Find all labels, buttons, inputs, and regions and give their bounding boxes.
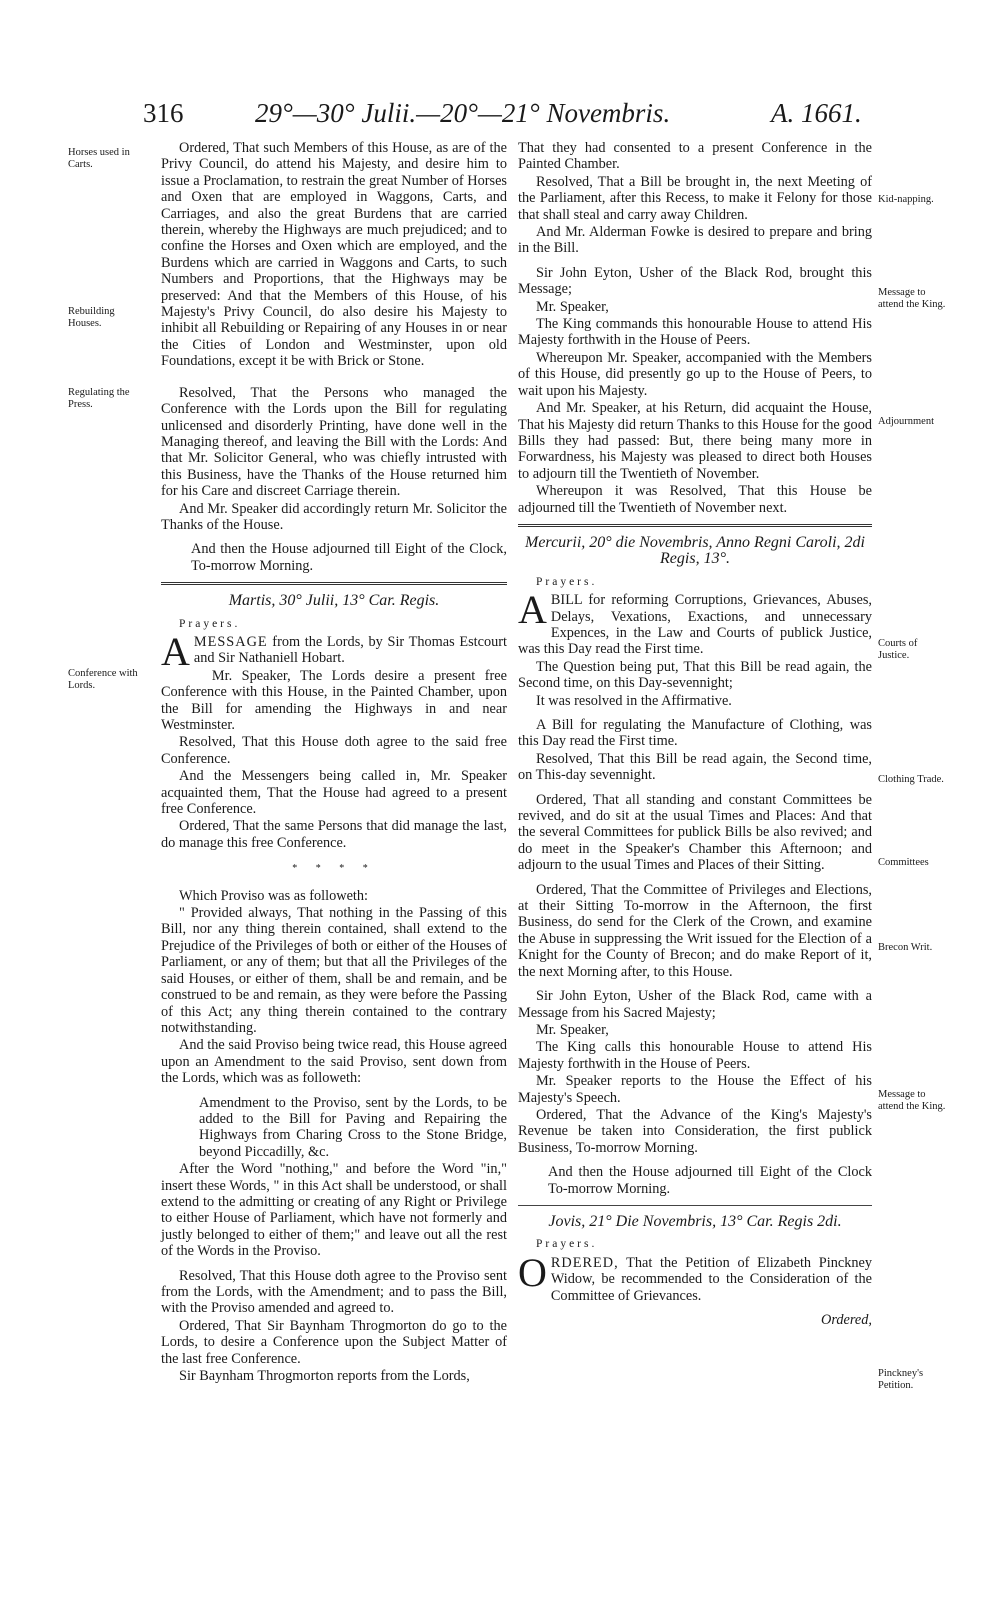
header-year: A. 1661.: [771, 98, 862, 128]
paragraph: A Bill for regulating the Manufacture of Clothing, was this Day read the First time.: [518, 717, 872, 750]
drop-cap: A: [161, 628, 190, 674]
day-heading: Mercurii, 20° die Novembris, Anno Regni Caroli, 2di Regis, 13°.: [525, 533, 865, 568]
initial-word: RDERED,: [550, 1254, 619, 1271]
paragraph: Resolved, That this Bill be read again, the Second time, on This-day sevennight.: [518, 750, 872, 784]
right-column: [518, 140, 872, 1329]
paragraph: [518, 1249, 872, 1304]
paragraph: Ordered, That such Members of this House, as are of the Privy Council, do attend his Majesty, and desire him to issue a Proclamation, to restrain the great Number of Horses and Oxen that are employed in Waggons, Carts, and Carriages, and also the great Burdens that are carried therein, whereby the Highways are much prejudiced; and to confine the Horses and Oxen which are employed, and the Burdens which are carried in Waggons and Carts, to such Numbers and Proportions, that the Highways may be preserved: And that the Members of this House, of his Majesty's Privy Council, do also desire his Majesty to inhibit all Rebuilding or Repairing of any Houses in or near the Cities of London and Westminster, upon old Foundations, except it be with Brick or Stone.: [161, 140, 507, 370]
paragraph-text: BILL for reforming Corruptions, Grievances, Abuses, Delays, Vexations, Exactions, and unnecessary Expences, in the Law and Courts of publick Justice, was this Day read the First time.: [518, 592, 872, 658]
paragraph: And Mr. Alderman Fowke is desired to prepare and bring in the Bill.: [518, 224, 872, 257]
prayers-label: Prayers.: [179, 617, 241, 630]
paragraph: Resolved, That the Persons who managed the Conference with the Lords upon the Bill for regulating unlicensed and disorderly Printing, have done well in the Managing thereof, and leaving the Bill with the Lords: And that Mr. Solicitor General, who was chiefly intrusted with this Business, have the Thanks of the House returned him for his Care and discreet Carriage therein.: [161, 384, 507, 500]
header-dates: 29°—30° Julii.—20°—21° Novembris.: [255, 98, 671, 128]
margin-note-conference: Conference with Lords.: [68, 668, 138, 691]
paragraph: Ordered, That the Advance of the King's Majesty's Revenue be taken into Consideration, the first publick Business, To-morrow Morning.: [518, 1106, 872, 1156]
section-divider: [518, 1205, 872, 1206]
adjournment-line: And then the House adjourned till Eight of the Clock, To-morrow Morning.: [191, 541, 507, 574]
paragraph: Resolved, That this House doth agree to the said free Conference.: [161, 734, 507, 767]
margin-note-brecon: Brecon Writ.: [878, 942, 933, 953]
paragraph: Sir John Eyton, Usher of the Black Rod, brought this Message;: [518, 264, 872, 298]
margin-note-message: Message to attend the King.: [878, 287, 946, 310]
paragraph-text: from the Lords, by Sir Thomas Estcourt and Sir Nathaniell Hobart.: [193, 633, 507, 667]
paragraph: And Mr. Speaker, at his Return, did acquaint the House, That his Majesty did return Thanks to this House for the good Bills they had passed: But, there being many more in Forwardness, his Majesty was pleased to direct both Houses to adjourn till the Twentieth of November.: [518, 400, 872, 482]
margin-note-regulating: Regulating the Press.: [68, 387, 130, 410]
paragraph: Mr. Speaker reports to the House the Effect of his Majesty's Speech.: [518, 1073, 872, 1106]
paragraph: After the Word "nothing," and before the Word "in," insert these Words, " in this Act shall be understood, or shall extend to the admitting or creating of any Right or Privilege to either House of Parliament, which have not formerly and justly belonged to either of them;" and leave out all the rest of the Words in the Proviso.: [161, 1161, 507, 1260]
paragraph: [161, 628, 507, 674]
paragraph: Ordered, That Sir Baynham Throgmorton do go to the Lords, to desire a Conference upon the Subject Matter of the last free Conference.: [161, 1317, 507, 1367]
paragraph: Sir Baynham Throgmorton reports from the Lords,: [179, 1368, 470, 1385]
paragraph: Mr. Speaker,: [536, 298, 609, 315]
paragraph: Whereupon it was Resolved, That this House be adjourned till the Twentieth of November next.: [518, 483, 872, 516]
paragraph: The King commands this honourable House to attend His Majesty forthwith in the House of Peers.: [518, 316, 872, 349]
margin-note-courts: Courts of Justice.: [878, 638, 918, 661]
prayers-label: Prayers.: [536, 575, 598, 588]
amendment-title: Amendment to the Proviso, sent by the Lords, to be added to the Bill for Paving and Repairing the Highways from Charing Cross to the Stone Bridge, beyond Piccadilly, &c.: [199, 1094, 507, 1160]
margin-note-adjournment: Adjournment: [878, 416, 934, 427]
paragraph: [518, 587, 872, 658]
page-header: [143, 98, 903, 138]
day-heading: Martis, 30° Julii, 13° Car. Regis.: [228, 592, 440, 610]
paragraph: Ordered, That the same Persons that did manage the last, do manage this free Conference.: [161, 818, 507, 851]
paragraph: And Mr. Speaker did accordingly return Mr. Solicitor the Thanks of the House.: [161, 500, 507, 533]
margin-note-horses: Horses used in Carts.: [68, 147, 130, 170]
drop-cap: O: [518, 1249, 547, 1295]
section-divider: [518, 524, 872, 527]
prayers-label: Prayers.: [536, 1238, 598, 1251]
paragraph: And the said Proviso being twice read, this House agreed upon an Amendment to the said Proviso, sent down from the Lords, which was as followeth:: [161, 1037, 507, 1087]
paragraph: Ordered, That the Committee of Privileges and Elections, at their Sitting To-morrow in the Afternoon, the first Business, do send for the Clerk of the Crown, and examine the Abuse in suppressing the Writ issued for the Election of a Knight for the County of Brecon; and do make Report of it, the next Morning after, to this House.: [518, 881, 872, 980]
paragraph-text: That the Petition of Elizabeth Pinckney Widow, be recommended to the Consideration of the Committee of Grievances.: [550, 1254, 872, 1304]
paragraph: The Question being put, That this Bill be read again, the Second time, on this Day-sevennight;: [518, 658, 872, 692]
day-heading: Jovis, 21° Die Novembris, 13° Car. Regis 2di.: [548, 1212, 842, 1230]
paragraph: Mr. Speaker, The Lords desire a present free Conference with this House, in the Painted Chamber, upon the Bill for amending the Highways in and near Westminster.: [161, 667, 507, 733]
paragraph: It was resolved in the Affirmative.: [536, 692, 732, 709]
section-divider: [161, 582, 507, 585]
paragraph: Mr. Speaker,: [536, 1021, 609, 1038]
paragraph: Resolved, That this House doth agree to the Proviso sent from the Lords, with the Amendment; and to pass the Bill, with the Proviso amended and agreed to.: [161, 1267, 507, 1317]
margin-note-message-2: Message to attend the King.: [878, 1089, 946, 1112]
margin-note-clothing: Clothing Trade.: [878, 774, 944, 785]
paragraph: The King calls this honourable House to attend His Majesty forthwith in the House of Peers.: [518, 1039, 872, 1072]
paragraph: " Provided always, That nothing in the Passing of this Bill, nor any thing therein contained, shall extend to the Prejudice of the Privileges of both or either of the Houses of Parliament, or any of them; but that all the Privileges of the said Houses, or either of them, shall be and remain, and be construed to be and remain, as they were before the Passing of this Act; any thing therein contained to the contrary notwithstanding.: [161, 905, 507, 1036]
adjournment-line: And then the House adjourned till Eight of the Clock To-morrow Morning.: [548, 1164, 872, 1197]
paragraph: Whereupon Mr. Speaker, accompanied with the Members of this House, did presently go up to the House of Peers, to wait upon his Majesty.: [518, 349, 872, 399]
catchword: Ordered,: [821, 1312, 872, 1328]
paragraph: Ordered, That all standing and constant Committees be revived, and do sit at the usual Times and Places: And that the several Committees for publick Bills be also revived; and do meet in the Speaker's Chamber this Afternoon; and adjourn to the usual Times and Places of their Sitting.: [518, 791, 872, 874]
initial-word: MESSAGE: [193, 633, 268, 650]
margin-note-kidnapping: Kid-napping.: [878, 194, 934, 205]
drop-cap: A: [518, 587, 547, 633]
paragraph: Resolved, That a Bill be brought in, the next Meeting of the Parliament, after this Recess, to make it Felony for those that shall steal and carry away Children.: [518, 173, 872, 223]
left-column: [161, 140, 507, 1385]
margin-note-pinckney: Pinckney's Petition.: [878, 1368, 924, 1391]
omission-marks: * * * *: [292, 863, 376, 875]
paragraph: And the Messengers being called in, Mr. Speaker acquainted them, That the House had agreed to a present free Conference.: [161, 768, 507, 818]
paragraph: Which Proviso was as followeth:: [179, 887, 369, 904]
paragraph: Sir John Eyton, Usher of the Black Rod, came with a Message from his Sacred Majesty;: [518, 988, 872, 1021]
paragraph: That they had consented to a present Conference in the Painted Chamber.: [518, 140, 872, 173]
page-number: 316: [143, 98, 184, 128]
margin-note-committees: Committees: [878, 857, 929, 868]
margin-note-rebuilding: Rebuilding Houses.: [68, 306, 115, 329]
